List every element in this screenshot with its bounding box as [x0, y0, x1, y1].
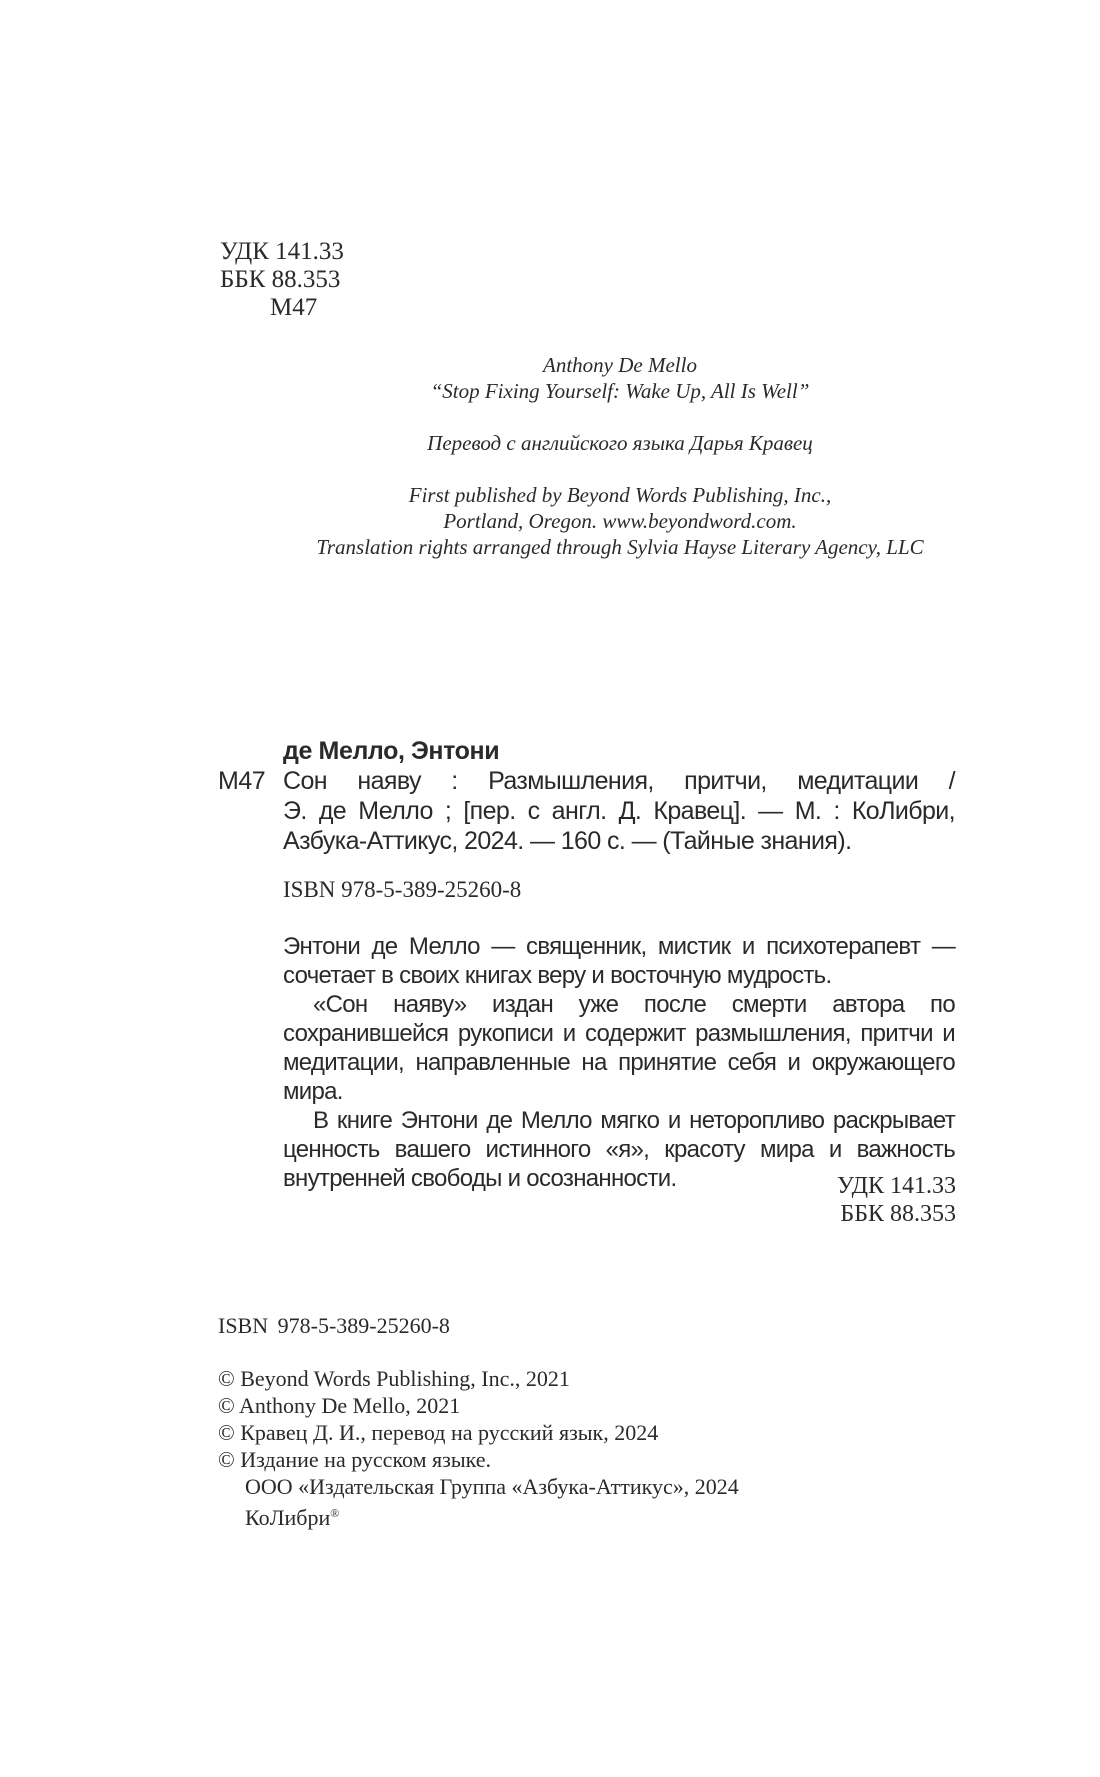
translator-line: Перевод с английского языка Дарья Кравец — [427, 431, 813, 455]
record-line: Э. де Мелло ; [пер. с англ. Д. Кравец]. — М. : КоЛибри, — [283, 797, 955, 825]
udk-code: УДК 141.33 — [220, 238, 344, 265]
bibliographic-record — [218, 736, 958, 856]
author-heading: де Мелло, Энтони — [283, 737, 500, 765]
original-edition-info — [280, 352, 960, 560]
publisher-line: ООО «Издательская Группа «Азбука-Аттикус», 2024 — [245, 1474, 739, 1499]
annotation — [283, 932, 955, 1193]
top-classification-block — [220, 238, 344, 322]
copyright-line: © Anthony De Mello, 2021 — [218, 1393, 461, 1418]
bbk-code: ББК 88.353 — [840, 1201, 956, 1227]
original-title: “Stop Fixing Yourself: Wake Up, All Is Well” — [430, 379, 810, 403]
record-isbn: ISBN 978-5-389-25260-8 — [283, 877, 522, 902]
bottom-classification-block — [700, 1172, 956, 1228]
annotation-paragraph: В книге Энтони де Мелло мягко и неторопливо раскрывает ценность вашего истинного «я», красоту мира и важность внутренней свободы и осознанности. — [283, 1107, 955, 1192]
publisher-line: Portland, Oregon. www.beyondword.com. — [443, 509, 797, 533]
record-line: Азбука-Аттикус, 2024. — 160 с. — (Тайные знания). — [283, 827, 852, 855]
copyright-line: © Издание на русском языке. — [218, 1447, 492, 1472]
copyright-line: © Beyond Words Publishing, Inc., 2021 — [218, 1366, 570, 1391]
imprint-name: КоЛибри — [245, 1505, 331, 1530]
record-line: Сон наяву : Размышления, притчи, медитации / — [283, 767, 955, 795]
bbk-code: ББК 88.353 — [220, 266, 341, 293]
udk-code: УДК 141.33 — [837, 1173, 956, 1199]
publisher-line: Translation rights arranged through Sylvia Hayse Literary Agency, LLC — [316, 535, 924, 559]
annotation-paragraph: «Сон наяву» издан уже после смерти автора по сохранившейся рукописи и содержит размышления, притчи и медитации, направленные на принятие себя и окружающего мира. — [283, 991, 955, 1105]
registered-trademark-icon: ® — [330, 1506, 340, 1520]
record-author-mark: М47 — [218, 767, 266, 795]
publisher-line: First published by Beyond Words Publishing, Inc., — [408, 483, 832, 507]
author-mark: М47 — [270, 294, 318, 321]
copyright-line: © Кравец Д. И., перевод на русский язык, 2024 — [218, 1420, 659, 1445]
annotation-paragraph: Энтони де Мелло — священник, мистик и психотерапевт — сочетает в своих книгах веру и восточную мудрость. — [283, 933, 955, 989]
imprint-line — [218, 1500, 739, 1531]
copyright-block — [218, 1312, 739, 1531]
original-author: Anthony De Mello — [543, 353, 697, 377]
isbn: ISBN 978-5-389-25260-8 — [218, 1313, 450, 1338]
